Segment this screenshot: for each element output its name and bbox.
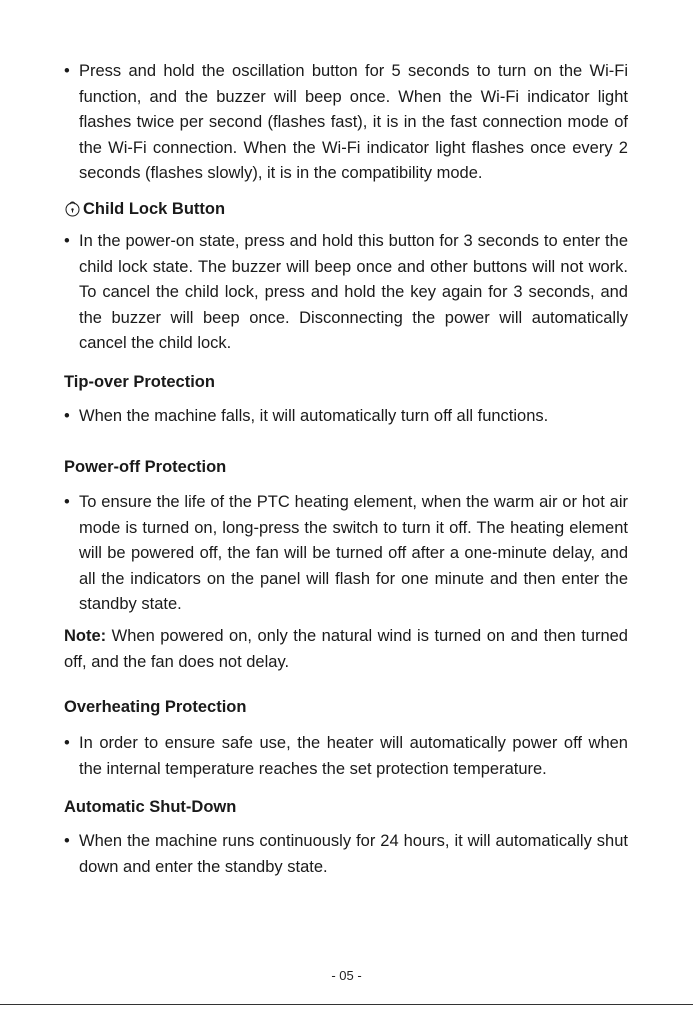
tip-over-section bbox=[64, 371, 628, 393]
overheating-bullet: • In order to ensure safe use, the heater will automatically power off when the internal temperature reaches the set protection temperature. bbox=[64, 731, 628, 782]
tip-over-body bbox=[64, 404, 628, 430]
child-lock-heading bbox=[64, 198, 628, 220]
power-off-body bbox=[64, 490, 628, 618]
bottom-divider bbox=[0, 1004, 693, 1005]
note-paragraph bbox=[64, 624, 628, 675]
child-lock-section bbox=[64, 198, 628, 220]
auto-shutdown-body bbox=[64, 829, 628, 880]
power-off-heading: Power-off Protection bbox=[64, 458, 227, 476]
overheating-body bbox=[64, 731, 628, 782]
tip-over-bullet: • When the machine falls, it will automatically turn off all functions. bbox=[64, 404, 628, 430]
overheating-heading: Overheating Protection bbox=[64, 698, 247, 716]
child-lock-bullet: • In the power-on state, press and hold this button for 3 seconds to enter the child lock state. The buzzer will beep once and other buttons will not work. To cancel the child lock, press and hold the key again for 3 seconds, and the buzzer will beep once. Disconnecting the power will automatically cancel the child lock. bbox=[64, 229, 628, 357]
child-lock-body bbox=[64, 229, 628, 357]
child-lock-icon bbox=[64, 200, 81, 217]
wifi-section bbox=[64, 59, 628, 187]
auto-shutdown-bullet: • When the machine runs continuously for 24 hours, it will automatically shut down and enter the standby state. bbox=[64, 829, 628, 880]
overheating-section bbox=[64, 696, 628, 718]
child-lock-heading-text: Child Lock Button bbox=[83, 200, 226, 218]
wifi-bullet: • Press and hold the oscillation button for 5 seconds to turn on the Wi-Fi function, and the buzzer will beep once. When the Wi-Fi indicator light flashes twice per second (flashes fast), it is in the fast connection mode of the Wi-Fi connection. When the Wi-Fi indicator light flashes once every 2 seconds (flashes slowly), it is in the compatibility mode. bbox=[64, 59, 628, 187]
note-text: When powered on, only the natural wind is turned on and then turned off, and the fan does not delay. bbox=[64, 627, 628, 671]
note-block bbox=[64, 624, 628, 675]
auto-shutdown-section bbox=[64, 796, 628, 818]
power-off-bullet: • To ensure the life of the PTC heating element, when the warm air or hot air mode is turned on, long-press the switch to turn it off. The heating element will be powered off, the fan will be turned off after a one-minute delay, and all the indicators on the panel will flash for one minute and then enter the standby state. bbox=[64, 490, 628, 618]
note-label: Note: bbox=[64, 627, 107, 645]
tip-over-heading: Tip-over Protection bbox=[64, 373, 215, 391]
power-off-section bbox=[64, 456, 628, 478]
auto-shutdown-heading: Automatic Shut-Down bbox=[64, 798, 237, 816]
page-number: - 05 - bbox=[331, 968, 362, 983]
